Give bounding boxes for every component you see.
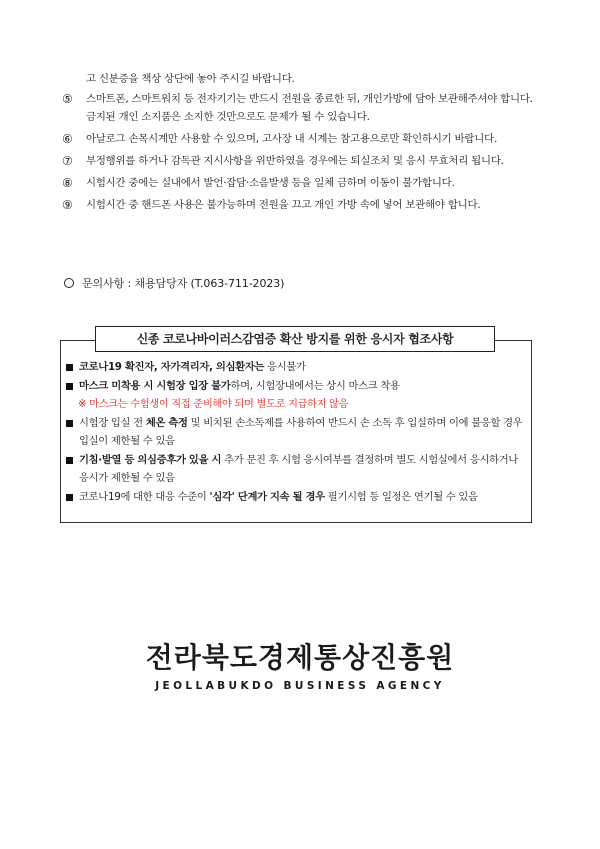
exam-notes — [62, 70, 540, 218]
note-number: ⑨ — [62, 198, 73, 212]
note-item — [62, 90, 540, 126]
note-text: 부정행위를 하거나 감독관 지시사항을 위반하였을 경우에는 퇴실조치 및 응시 무효처리 됩니다. — [86, 155, 504, 167]
covid-item-lead: 시험장 입실 전 — [79, 417, 146, 429]
covid-item-emphasis: 기침·발열 등 의심증후가 있을 시 — [79, 454, 222, 466]
covid-item-text: 응시불가 — [264, 361, 306, 373]
covid-item — [66, 488, 530, 506]
note-text: 시험시간 중에는 실내에서 발언·잡담·소음발생 등을 일체 금하며 이동이 불가합니다. — [86, 177, 455, 189]
covid-item-emphasis: 코로나19 확진자, 자가격리자, 의심환자는 — [79, 361, 265, 373]
note-lead-line: 고 신분증을 책상 상단에 놓아 주시길 바랍니다. — [86, 73, 295, 85]
note-number: ⑤ — [62, 92, 73, 106]
mask-sub-note: ※ 마스크는 수험생이 직접 준비해야 되며 별도로 지급하지 않음 — [78, 399, 349, 410]
covid-item — [66, 414, 530, 450]
covid-item-emphasis: '심각' 단계가 지속 될 경우 — [209, 491, 325, 503]
circle-bullet-icon — [64, 278, 74, 288]
covid-item — [66, 377, 530, 395]
square-bullet-icon — [66, 364, 73, 371]
inquiry-text: 문의사항 : 채용담당자 (T.063-711-2023) — [82, 277, 285, 290]
covid-notice-title: 신종 코로나바이러스감염증 확산 방지를 위한 응시자 협조사항 — [95, 326, 495, 352]
square-bullet-icon — [66, 383, 73, 390]
note-number: ⑥ — [62, 132, 73, 146]
covid-item-emphasis: 체온 측정 — [145, 417, 188, 429]
note-item — [62, 174, 540, 192]
organization-name-english: JEOLLABUKDO BUSINESS AGENCY — [155, 680, 445, 692]
covid-item — [66, 451, 530, 487]
inquiry-line — [64, 275, 284, 291]
covid-item-text: 및 비치된 손소독제를 사용하여 반드시 손 소독 후 입실하며 이에 불응할 경우 입실이 제한될 수 있음 — [79, 417, 523, 447]
note-text: 스마트폰, 스마트워치 등 전자기기는 반드시 전원을 종료한 뒤, 개인가방에 담아 보관해주셔야 합니다. 금지된 개인 소지품은 소지한 것만으로도 문제가 될 수 있습니다. — [86, 93, 533, 123]
covid-item-text: 필기시험 등 일정은 연기될 수 있음 — [324, 491, 478, 503]
note-text: 아날로그 손목시계만 사용할 수 있으며, 고사장 내 시계는 참고용으로만 확인하시기 바랍니다. — [86, 133, 498, 145]
covid-item-lead: 코로나19에 대한 대응 수준이 — [79, 491, 210, 503]
covid-item-text: 추가 문진 후 시험 응시여부를 결정하며 별도 시험실에서 응시하거나 응시가 제한될 수 있음 — [79, 454, 519, 484]
square-bullet-icon — [66, 494, 73, 501]
covid-item-text: 하며, 시험장내에서는 상시 마스크 착용 — [230, 380, 400, 392]
square-bullet-icon — [66, 420, 73, 427]
note-text: 시험시간 중 핸드폰 사용은 불가능하며 전원을 끄고 개인 가방 속에 넣어 보관해야 합니다. — [86, 199, 481, 211]
note-item — [62, 196, 540, 214]
organization-name-korean: 전라북도경제통상진흥원 — [145, 641, 455, 674]
note-number: ⑧ — [62, 176, 73, 190]
square-bullet-icon — [66, 457, 73, 464]
note-number: ⑦ — [62, 154, 73, 168]
covid-item-emphasis: 마스크 미착용 시 시험장 입장 불가 — [79, 380, 231, 392]
note-item — [62, 152, 540, 170]
covid-item — [66, 358, 530, 376]
organization-logo — [0, 636, 600, 692]
covid-notice-list — [66, 358, 530, 507]
note-item — [62, 130, 540, 148]
